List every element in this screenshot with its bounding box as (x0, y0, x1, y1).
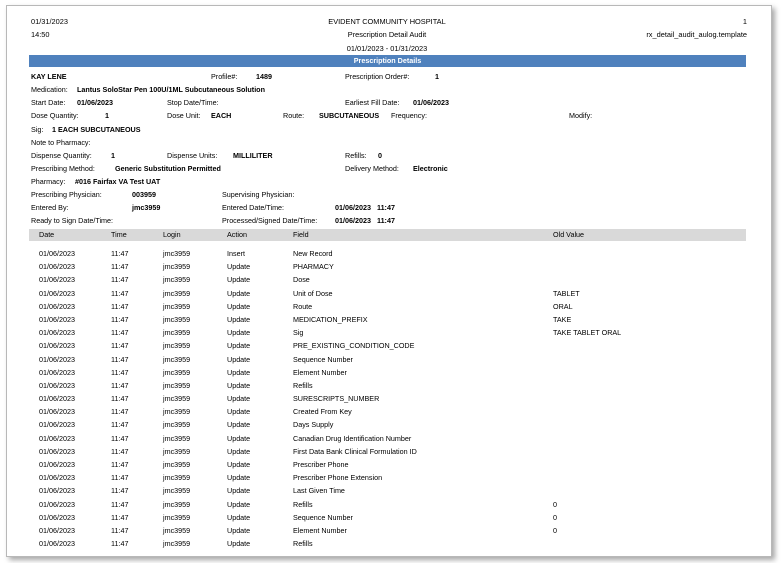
entered-by-label: Entered By: (31, 203, 69, 212)
row-field: Sequence Number (293, 354, 353, 364)
row-date: 01/06/2023 (39, 512, 75, 522)
row-action: Update (227, 394, 251, 404)
row-time: 11:47 (111, 275, 129, 285)
row-field: Prescriber Phone (293, 460, 349, 469)
dose-quantity-label: Dose Quantity: (31, 111, 79, 120)
row-field: Refills (293, 380, 313, 390)
row-field: Refills (293, 499, 313, 509)
earliest-fill-label: Earliest Fill Date: (345, 98, 400, 107)
prescribing-method-label: Prescribing Method: (31, 164, 95, 173)
row-time: 11:47 (111, 512, 129, 522)
row-time: 11:47 (111, 301, 129, 311)
delivery-method-value: Electronic (413, 164, 448, 173)
row-old-value: 0 (553, 525, 557, 535)
row-action: Update (227, 525, 251, 535)
row-field: Prescriber Phone Extension (293, 473, 383, 483)
row-action: Update (227, 539, 251, 549)
col-action: Action (227, 230, 247, 239)
table-row (29, 247, 746, 260)
prescribing-method-value: Generic Substitution Permitted (115, 164, 221, 173)
row-field: Element Number (293, 525, 347, 535)
col-login: Login (163, 230, 181, 239)
ready-to-sign-label: Ready to Sign Date/Time: (31, 216, 114, 225)
row-login: jmc3959 (163, 420, 191, 430)
table-row (29, 418, 746, 431)
row-login: jmc3959 (163, 380, 191, 390)
row-action: Update (227, 512, 251, 522)
row-time: 11:47 (111, 380, 129, 390)
refills-label: Refills: (345, 151, 367, 160)
row-action: Update (227, 367, 251, 377)
row-action: Update (227, 341, 251, 351)
entered-by-value: jmc3959 (132, 203, 161, 212)
dispense-quantity-label: Dispense Quantity: (31, 151, 92, 160)
table-row (29, 524, 746, 537)
row-login: jmc3959 (163, 288, 191, 298)
report-date-range: 01/01/2023 - 01/31/2023 (346, 44, 428, 53)
row-login: jmc3959 (163, 301, 191, 311)
sig-value: 1 EACH SUBCUTANEOUS (52, 125, 141, 134)
row-time: 11:47 (111, 288, 129, 298)
template-name: rx_detail_audit_aulog.template (646, 30, 747, 39)
medication-value: Lantus SoloStar Pen 100U/1ML Subcutaneous Solution (77, 85, 265, 94)
row-action: Update (227, 328, 251, 338)
row-login: jmc3959 (163, 341, 191, 351)
dispense-quantity-value: 1 (111, 151, 115, 160)
row-field: Days Supply (293, 420, 334, 430)
row-login: jmc3959 (163, 275, 191, 285)
row-action: Update (227, 301, 251, 311)
row-date: 01/06/2023 (39, 288, 75, 298)
table-row (29, 537, 746, 550)
row-action: Update (227, 446, 251, 456)
audit-table-header (29, 229, 746, 241)
row-login: jmc3959 (163, 407, 191, 417)
row-time: 11:47 (111, 314, 129, 324)
row-time: 11:47 (111, 473, 129, 483)
report-time: 14:50 (31, 30, 50, 39)
row-old-value: 0 (553, 512, 557, 522)
row-date: 01/06/2023 (39, 525, 75, 535)
table-row (29, 379, 746, 392)
dispense-units-label: Dispense Units: (167, 151, 218, 160)
row-action: Update (227, 499, 251, 509)
row-field: Unit of Dose (293, 288, 333, 298)
row-date: 01/06/2023 (39, 354, 75, 364)
row-time: 11:47 (111, 525, 129, 535)
row-login: jmc3959 (163, 446, 191, 456)
report-title: Prescription Detail Audit (347, 30, 427, 39)
start-date-value: 01/06/2023 (77, 98, 113, 107)
table-row (29, 366, 746, 379)
row-date: 01/06/2023 (39, 314, 75, 324)
row-login: jmc3959 (163, 512, 191, 522)
row-time: 11:47 (111, 354, 129, 364)
row-login: jmc3959 (163, 394, 191, 404)
row-date: 01/06/2023 (39, 420, 75, 430)
row-field: Created From Key (293, 407, 352, 417)
row-field: First Data Bank Clinical Formulation ID (293, 446, 417, 456)
row-login: jmc3959 (163, 367, 191, 377)
row-date: 01/06/2023 (39, 262, 75, 272)
row-date: 01/06/2023 (39, 539, 75, 549)
row-field: Route (293, 301, 313, 311)
row-old-value: TAKE (553, 314, 572, 324)
processed-datetime-value: 01/06/2023 11:47 (335, 216, 395, 225)
processed-datetime-label: Processed/Signed Date/Time: (222, 216, 318, 225)
row-field: Sig (293, 328, 304, 338)
row-time: 11:47 (111, 446, 129, 456)
supervising-physician-label: Supervising Physician: (222, 190, 295, 199)
table-row (29, 273, 746, 286)
table-row (29, 287, 746, 300)
row-login: jmc3959 (163, 486, 191, 496)
row-field: Canadian Drug Identification Number (293, 433, 412, 443)
row-date: 01/06/2023 (39, 446, 75, 456)
delivery-method-label: Delivery Method: (345, 164, 399, 173)
row-old-value: 0 (553, 499, 557, 509)
row-field: MEDICATION_PREFIX (293, 314, 368, 324)
table-row (29, 405, 746, 418)
row-time: 11:47 (111, 249, 129, 258)
row-date: 01/06/2023 (39, 460, 75, 469)
row-time: 11:47 (111, 262, 129, 272)
row-time: 11:47 (111, 420, 129, 430)
row-action: Update (227, 433, 251, 443)
row-time: 11:47 (111, 394, 129, 404)
row-action: Update (227, 420, 251, 430)
report-date: 01/31/2023 (31, 17, 68, 26)
row-action: Update (227, 460, 251, 469)
row-action: Update (227, 354, 251, 364)
table-row (29, 484, 746, 497)
row-old-value: TAKE TABLET ORAL (553, 328, 622, 338)
note-to-pharmacy-label: Note to Pharmacy: (31, 138, 91, 147)
row-time: 11:47 (111, 367, 129, 377)
row-action: Update (227, 314, 251, 324)
table-row (29, 445, 746, 458)
row-field: New Record (293, 249, 333, 258)
row-date: 01/06/2023 (39, 341, 75, 351)
row-login: jmc3959 (163, 262, 191, 272)
row-time: 11:47 (111, 486, 129, 496)
table-row (29, 353, 746, 366)
row-field: PRE_EXISTING_CONDITION_CODE (293, 341, 415, 351)
row-old-value: TABLET (553, 288, 580, 298)
row-action: Update (227, 486, 251, 496)
row-login: jmc3959 (163, 525, 191, 535)
row-time: 11:47 (111, 341, 129, 351)
prescribing-physician-label: Prescribing Physician: (31, 190, 102, 199)
row-time: 11:47 (111, 460, 129, 469)
row-time: 11:47 (111, 499, 129, 509)
row-login: jmc3959 (163, 539, 191, 549)
audit-table-body (29, 247, 746, 550)
row-date: 01/06/2023 (39, 394, 75, 404)
section-title-bar: Prescription Details (29, 55, 746, 67)
table-row (29, 432, 746, 445)
refills-value: 0 (378, 151, 382, 160)
dose-quantity-value: 1 (105, 111, 109, 120)
row-field: Sequence Number (293, 512, 353, 522)
table-row (29, 511, 746, 524)
row-date: 01/06/2023 (39, 486, 75, 496)
table-row (29, 313, 746, 326)
table-row (29, 300, 746, 313)
profile-value: 1489 (256, 72, 272, 81)
row-date: 01/06/2023 (39, 499, 75, 509)
table-row (29, 471, 746, 484)
prescribing-physician-value: 003959 (132, 190, 156, 199)
col-time: Time (111, 230, 127, 239)
row-time: 11:47 (111, 539, 129, 549)
row-action: Update (227, 262, 251, 272)
row-field: Last Given Time (293, 486, 345, 496)
row-login: jmc3959 (163, 314, 191, 324)
row-date: 01/06/2023 (39, 407, 75, 417)
row-login: jmc3959 (163, 499, 191, 509)
row-time: 11:47 (111, 328, 129, 338)
hospital-name: EVIDENT COMMUNITY HOSPITAL (328, 17, 446, 26)
entered-datetime-value: 01/06/2023 11:47 (335, 203, 395, 212)
patient-name: KAY LENE (31, 72, 67, 81)
start-date-label: Start Date: (31, 98, 66, 107)
row-date: 01/06/2023 (39, 380, 75, 390)
entered-datetime-label: Entered Date/Time: (222, 203, 285, 212)
table-row (29, 392, 746, 405)
row-login: jmc3959 (163, 249, 191, 258)
row-action: Update (227, 473, 251, 483)
order-label: Prescription Order#: (345, 72, 410, 81)
medication-label: Medication: (31, 85, 68, 94)
row-date: 01/06/2023 (39, 328, 75, 338)
stop-date-label: Stop Date/Time: (167, 98, 219, 107)
row-field: Refills (293, 539, 313, 549)
row-action: Update (227, 407, 251, 417)
row-login: jmc3959 (163, 433, 191, 443)
row-action: Update (227, 275, 251, 285)
frequency-label: Frequency: (391, 111, 427, 120)
page-number: 1 (742, 17, 747, 26)
row-date: 01/06/2023 (39, 433, 75, 443)
row-old-value: ORAL (553, 301, 573, 311)
report-page (6, 5, 772, 557)
row-field: Element Number (293, 367, 347, 377)
pharmacy-value: #016 Fairfax VA Test UAT (75, 177, 161, 186)
row-action: Update (227, 288, 251, 298)
earliest-fill-value: 01/06/2023 (413, 98, 449, 107)
col-date: Date (39, 230, 55, 239)
row-login: jmc3959 (163, 473, 191, 483)
row-action: Update (227, 380, 251, 390)
route-value: SUBCUTANEOUS (319, 111, 380, 120)
row-login: jmc3959 (163, 460, 191, 469)
col-field: Field (293, 230, 309, 239)
table-row (29, 326, 746, 339)
row-date: 01/06/2023 (39, 367, 75, 377)
dose-unit-value: EACH (211, 111, 232, 120)
row-login: jmc3959 (163, 354, 191, 364)
row-login: jmc3959 (163, 328, 191, 338)
profile-label: Profile#: (211, 72, 238, 81)
dispense-units-value: MILLILITER (233, 151, 273, 160)
row-date: 01/06/2023 (39, 473, 75, 483)
dose-unit-label: Dose Unit: (167, 111, 201, 120)
pharmacy-label: Pharmacy: (31, 177, 66, 186)
order-value: 1 (435, 72, 439, 81)
row-time: 11:47 (111, 433, 129, 443)
table-row (29, 498, 746, 511)
row-field: Dose (293, 275, 310, 285)
row-field: PHARMACY (293, 262, 334, 272)
modify-label: Modify: (569, 111, 593, 120)
row-date: 01/06/2023 (39, 301, 75, 311)
row-field: SURESCRIPTS_NUMBER (293, 394, 380, 404)
row-action: Insert (227, 249, 245, 258)
table-row (29, 339, 746, 352)
sig-label: Sig: (31, 125, 44, 134)
table-row (29, 260, 746, 273)
row-time: 11:47 (111, 407, 129, 417)
row-date: 01/06/2023 (39, 249, 75, 258)
route-label: Route: (283, 111, 305, 120)
row-date: 01/06/2023 (39, 275, 75, 285)
table-row (29, 458, 746, 471)
col-old-value: Old Value (553, 230, 585, 239)
